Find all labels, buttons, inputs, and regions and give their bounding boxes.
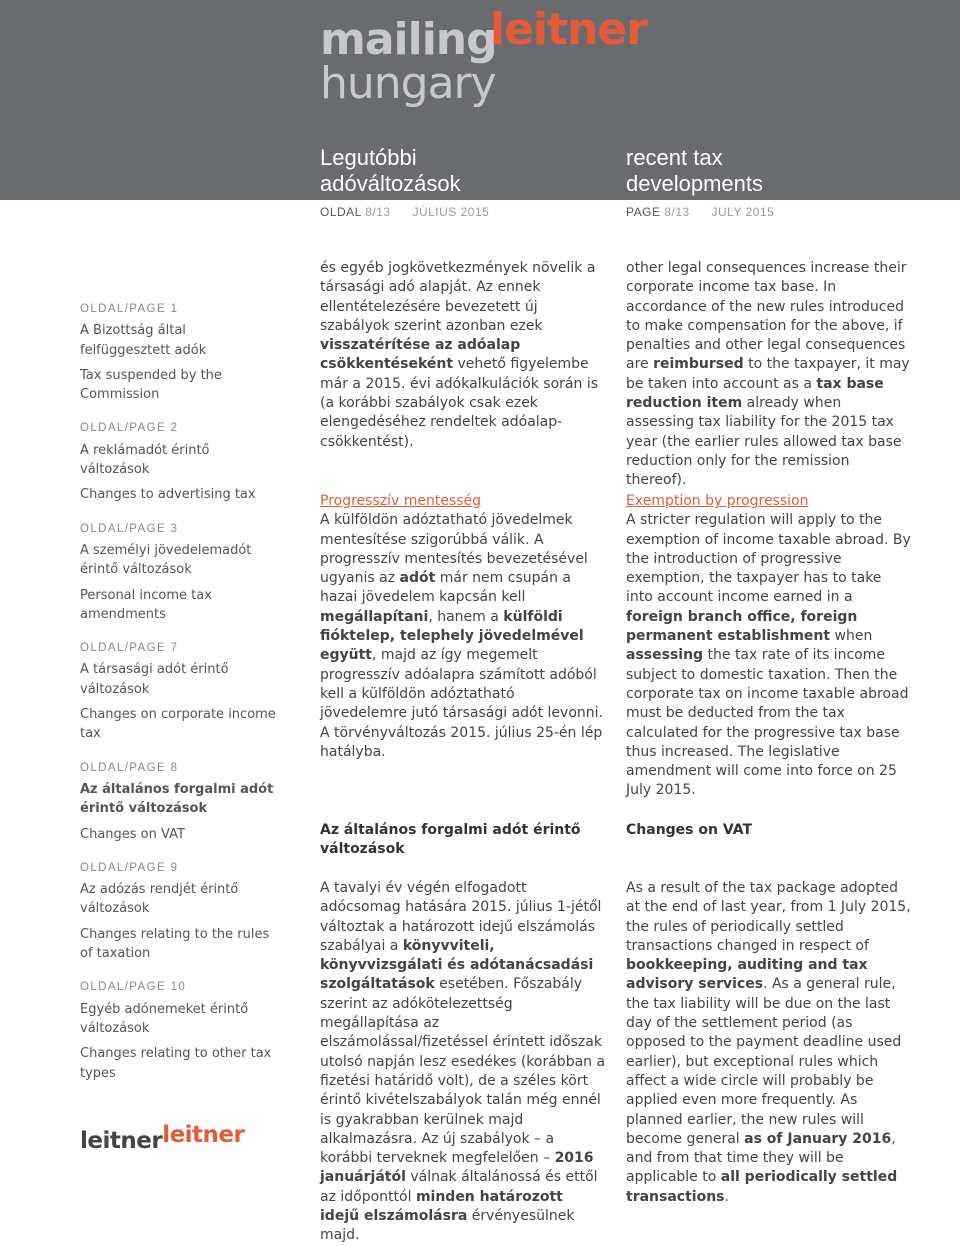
page-label: PAGE xyxy=(626,205,661,219)
brand-leitner: leitner xyxy=(490,4,647,55)
brand-hungary: hungary xyxy=(320,58,496,109)
toc-title-english: Changes on VAT xyxy=(80,826,185,842)
toc-page-number: OLDAL/PAGE 1 xyxy=(80,303,179,315)
page-date: JULY 2015 xyxy=(711,205,775,219)
toc-title-english: Tax suspended by the Commission xyxy=(80,367,222,403)
toc-title-hungarian: A reklámadót érintő változások xyxy=(80,442,210,478)
toc-page-number: OLDAL/PAGE 10 xyxy=(80,981,187,994)
toc-title-english: Changes relating to the rules of taxation xyxy=(80,926,270,962)
toc-title-hungarian: A személyi jövedelemadót érintő változások xyxy=(80,542,252,578)
en-vat-heading: Changes on VAT xyxy=(626,822,753,838)
toc-page-number: OLDAL/PAGE 3 xyxy=(80,522,179,535)
title-hu-line1: Legutóbbi xyxy=(320,145,417,170)
toc-title-hungarian: Egyéb adónemeket érintő változások xyxy=(80,1001,249,1036)
hu-progressive-body: A külföldön adóztatható jövedelmek mentesítése szigorúbbá válik. A progresszív mentesítés bevezetésével ugyanis az adót már nem csupán a hazai jövedelem kapcsán kell megállapítani, hanem a külföldi fióktelep, telephely jövedelmével együtt, majd az így megemelt progresszív adóalapra számított adóból kell a külföldön adóztatható jövedelemre jutó társasági adót levonni. A törvényváltozás 2015. július 25-én lép hatályba. xyxy=(320,512,603,760)
title-en-line1: recent tax xyxy=(626,145,723,170)
brand-mailing: mailing xyxy=(320,14,497,65)
toc-page-number: OLDAL/PAGE 9 xyxy=(80,861,179,874)
toc-page-number: OLDAL/PAGE 7 xyxy=(80,642,179,655)
footer-logo xyxy=(80,1122,245,1154)
toc-title-hungarian: Az adózás rendjét érintő változások xyxy=(80,882,239,917)
table-of-contents xyxy=(80,300,280,1098)
toc-entry xyxy=(80,759,280,844)
toc-title-english: Changes to advertising tax xyxy=(80,487,256,503)
toc-page-number: OLDAL/PAGE 8 xyxy=(80,761,179,774)
page-info-english xyxy=(626,205,774,219)
en-progressive-section xyxy=(626,492,912,801)
page-date: JÚLIUS 2015 xyxy=(412,205,490,219)
hu-intro-paragraph: és egyéb jogkövetkezmények növelik a társasági adó alapját. Az ennek ellentételezésére bevezetett új szabályok szerint azonban ezek visszatérítése az adóalap csökkentéseként vehető figyelembe már a 2015. évi adókalkulációk során is (a korábbi szabályok csak ezek elengedéséhez rendeltek adóalap-csökkentést). xyxy=(320,260,599,450)
en-vat-body: As a result of the tax package adopted at the end of last year, from 1 July 2015, the rules of periodically settled transactions changed in respect of bookkeeping, auditing and tax advisory services. As a general rule, the tax liability will be due on the last day of the settlement period (as opposed to the payment deadline used earlier), but exceptional rules which affect a wide circle will probably be applied even more frequently. As planned earlier, the new rules will become general as of January 2016, and from that time they will be applicable to all periodically settled transactions. xyxy=(626,880,911,1205)
en-progressive-heading: Exemption by progression xyxy=(626,493,809,509)
toc-entry xyxy=(80,978,280,1082)
title-en-line2: developments xyxy=(626,171,763,196)
toc-title-hungarian: A társasági adót érintő változások xyxy=(80,662,229,697)
toc-title-hungarian: A Bizottság által felfüggesztett adók xyxy=(80,323,207,358)
page-info-hungarian xyxy=(320,205,489,219)
hu-progressive-section xyxy=(320,492,606,762)
en-progressive-body: A stricter regulation will apply to the exemption of income taxable abroad. By the introduction of progressive exemption, the taxpayer has to take into account income earned in a foreign branch office, foreign permanent establishment when assessing the tax rate of its income subject to domestic taxation. Then the corporate tax on income taxable abroad must be deducted from the tax calculated for the progressive tax base thus increased. The legislative amendment will come into force on 25 July 2015. xyxy=(626,512,911,799)
title-hu-line2: adóváltozások xyxy=(320,171,461,196)
footer-logo-dark: leitner xyxy=(80,1128,163,1154)
toc-entry xyxy=(80,520,280,624)
toc-title-english: Personal income tax amendments xyxy=(80,587,212,622)
toc-title-english: Changes relating to other tax types xyxy=(80,1046,272,1081)
toc-entry xyxy=(80,419,280,504)
hu-vat-body: A tavalyi év végén elfogadott adócsomag hatására 2015. július 1-jétől változtak a határozott idejű elszámolás szabályai a könyvviteli, könyvvizsgálati és adótanácsadási szolgáltatások esetében. Főszabály szerint az adókötelezettség megállapítása az elszámolással/fizetéssel érintett időszak utolsó napján lesz esedékes (korábban a fizetési határidő volt), de a széles kört érintő kivételszabályok talán még ennél is gyakrabban kerülnek majd alkalmazásra. Az új szabályok – a korábbi terveknek megfelelően – 2016 januárjától válnak általánossá és ettől az időponttól minden határozott idejű elszámolásra érvényesülnek majd. xyxy=(320,880,606,1244)
toc-entry xyxy=(80,300,280,404)
footer-logo-orange: leitner xyxy=(162,1122,245,1148)
page-number: 8/13 xyxy=(664,205,690,219)
page-number: 8/13 xyxy=(365,205,391,219)
en-intro-paragraph: other legal consequences increase their corporate income tax base. In accordance of the new rules introduced to make compensation for the above, if penalties and other legal consequences are reimbursed to the taxpayer, it may be taken into account as a tax base reduction item already when assessing tax liability for the 2015 tax year (the earlier rules allowed tax base reduction only for the remission thereof). xyxy=(626,260,910,489)
toc-page-number: OLDAL/PAGE 2 xyxy=(80,422,179,435)
hu-progressive-heading: Progresszív mentesség xyxy=(320,493,482,509)
page-label: OLDAL xyxy=(320,205,362,219)
title-english xyxy=(626,145,763,197)
header-banner xyxy=(0,0,960,200)
toc-title-hungarian: Az általános forgalmi adót érintő változások xyxy=(80,781,274,817)
toc-entry xyxy=(80,859,280,963)
title-hungarian xyxy=(320,145,461,197)
hu-vat-heading: Az általános forgalmi adót érintő változások xyxy=(320,822,581,858)
toc-entry xyxy=(80,639,280,743)
toc-title-english: Changes on corporate income tax xyxy=(80,707,276,742)
